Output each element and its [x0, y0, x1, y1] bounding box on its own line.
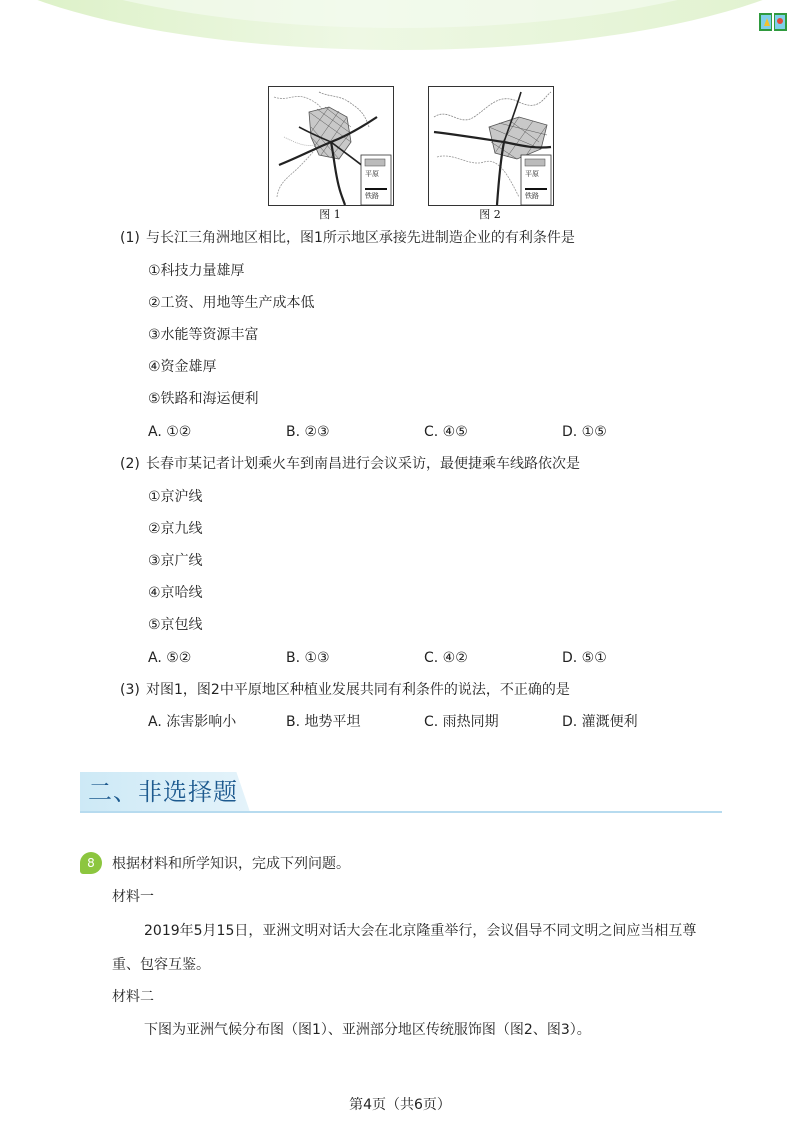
question-8-prompt: 根据材料和所学知识，完成下列问题。 — [112, 856, 350, 872]
figure-1-caption: 图 1 — [319, 208, 341, 221]
material-1-text-line-2: 重、包容互鉴。 — [112, 957, 210, 973]
q3-choice-a[interactable]: A. 冻害影响小 — [148, 714, 237, 730]
q1-item: ④资金雄厚 — [148, 359, 217, 375]
q2-choice-a[interactable]: A. ⑤② — [148, 650, 192, 666]
q1-choice-c[interactable]: C. ④⑤ — [424, 424, 468, 440]
question-1-text: 与长江三角洲地区相比，图1所示地区承接先进制造企业的有利条件是 — [146, 230, 575, 246]
q2-item: ⑤京包线 — [148, 617, 203, 633]
q2-choice-b[interactable]: B. ①③ — [286, 650, 330, 666]
q2-choice-d[interactable]: D. ⑤① — [562, 650, 607, 666]
q2-choice-c[interactable]: C. ④② — [424, 650, 468, 666]
question-number-badge: 8 — [80, 852, 102, 874]
material-1-label: 材料一 — [112, 889, 154, 905]
section-title: 二、非选择题 — [88, 778, 238, 806]
q2-item: ①京沪线 — [148, 489, 203, 505]
map-figures — [268, 86, 558, 220]
q1-item: ③水能等资源丰富 — [148, 327, 259, 343]
legend-rail-label: 铁路 — [365, 192, 379, 200]
q2-item: ④京哈线 — [148, 585, 203, 601]
q1-item: ②工资、用地等生产成本低 — [148, 295, 315, 311]
map-1-drawing — [269, 87, 393, 205]
material-2-label: 材料二 — [112, 989, 154, 1005]
page-number: 第4页（共6页） — [349, 1097, 451, 1113]
question-2-number: (2) — [120, 456, 140, 472]
q3-choice-c[interactable]: C. 雨热同期 — [424, 714, 499, 730]
map-2-drawing — [429, 87, 553, 205]
legend-rail-label: 铁路 — [525, 192, 539, 200]
q3-choice-d[interactable]: D. 灌溉便利 — [562, 714, 638, 730]
q2-item: ②京九线 — [148, 521, 203, 537]
question-2-text: 长春市某记者计划乘火车到南昌进行会议采访，最便捷乘车线路依次是 — [146, 456, 580, 472]
material-1-text-line-1: 2019年5月15日，亚洲文明对话大会在北京隆重举行，会议倡导不同文明之间应当相互尊 — [144, 923, 697, 939]
legend-plain-label: 平原 — [365, 170, 379, 178]
q1-item: ①科技力量雄厚 — [148, 263, 245, 279]
q1-choice-a[interactable]: A. ①② — [148, 424, 192, 440]
figure-2-caption: 图 2 — [479, 208, 501, 221]
legend-plain-label: 平原 — [525, 170, 539, 178]
map-figure-2 — [428, 86, 554, 206]
question-3-number: (3) — [120, 682, 140, 698]
q1-item: ⑤铁路和海运便利 — [148, 391, 259, 407]
q3-choice-b[interactable]: B. 地势平坦 — [286, 714, 361, 730]
book-logo-icon — [758, 10, 788, 34]
question-1-number: (1) — [120, 230, 140, 246]
q2-item: ③京广线 — [148, 553, 203, 569]
map-figure-1 — [268, 86, 394, 206]
q1-choice-b[interactable]: B. ②③ — [286, 424, 330, 440]
section-divider — [80, 811, 722, 813]
q1-choice-d[interactable]: D. ①⑤ — [562, 424, 607, 440]
material-2-text: 下图为亚洲气候分布图（图1）、亚洲部分地区传统服饰图（图2、图3）。 — [144, 1022, 591, 1038]
question-3-text: 对图1，图2中平原地区种植业发展共同有利条件的说法，不正确的是 — [146, 682, 570, 698]
